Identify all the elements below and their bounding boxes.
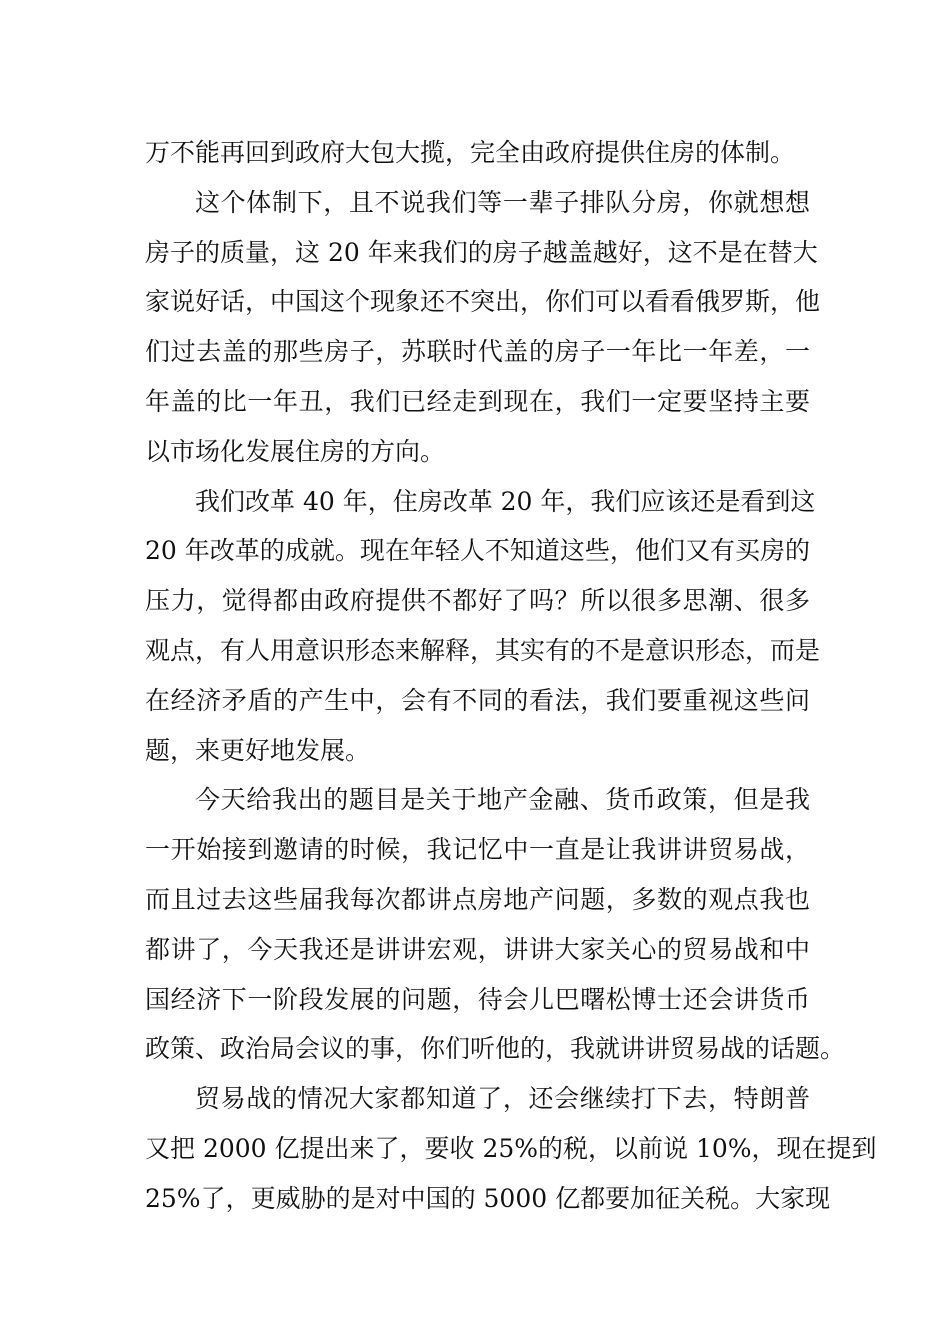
text-line: 25%了，更威胁的是对中国的 5000 亿都要加征关税。大家现 (145, 1183, 831, 1213)
text-line: 贸易战的情况大家都知道了，还会继续打下去，特朗普 (195, 1084, 810, 1114)
text-line: 们过去盖的那些房子，苏联时代盖的房子一年比一年差，一 (145, 337, 810, 367)
text-line: 国经济下一阶段发展的问题，待会儿巴曙松博士还会讲货币 (145, 984, 810, 1014)
text-line: 政策、政治局会议的事，你们听他的，我就讲讲贸易战的话题。 (145, 1034, 846, 1064)
text-line: 以市场化发展住房的方向。 (145, 436, 446, 466)
text-line: 压力，觉得都由政府提供不都好了吗？所以很多思潮、很多 (145, 586, 810, 616)
text-line: 房子的质量，这 20 年来我们的房子越盖越好，这不是在替大 (145, 237, 818, 267)
body-text (145, 128, 877, 1224)
text-line: 我们改革 40 年，住房改革 20 年，我们应该还是看到这 (195, 486, 816, 516)
text-line: 20 年改革的成就。现在年轻人不知道这些，他们又有买房的 (145, 536, 810, 566)
text-line: 而且过去这些届我每次都讲点房地产问题，多数的观点我也 (145, 884, 810, 914)
text-line: 都讲了，今天我还是讲讲宏观，讲讲大家关心的贸易战和中 (145, 934, 810, 964)
text-line: 在经济矛盾的产生中，会有不同的看法，我们要重视这些问 (145, 685, 810, 715)
text-line: 年盖的比一年丑，我们已经走到现在，我们一定要坚持主要 (145, 386, 810, 416)
text-line: 一开始接到邀请的时候，我记忆中一直是让我讲讲贸易战， (145, 835, 810, 865)
text-line: 万不能再回到政府大包大揽，完全由政府提供住房的体制。 (145, 138, 796, 167)
text-line: 观点，有人用意识形态来解释，其实有的不是意识形态，而是 (145, 635, 821, 665)
text-line: 这个体制下，且不说我们等一辈子排队分房，你就想想 (195, 187, 810, 217)
text-line: 题，来更好地发展。 (145, 735, 371, 765)
text-line: 今天给我出的题目是关于地产金融、货币政策，但是我 (195, 785, 810, 815)
text-line: 又把 2000 亿提出来了，要收 25%的税，以前说 10%，现在提到 (145, 1133, 877, 1163)
text-line: 家说好话，中国这个现象还不突出，你们可以看看俄罗斯，他 (145, 287, 821, 317)
